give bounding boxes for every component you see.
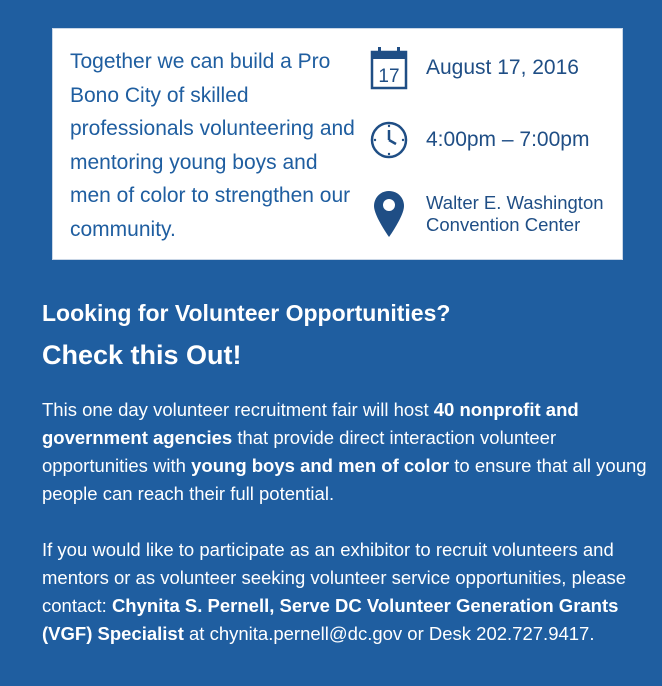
location-line-1: Walter E. Washington (426, 192, 604, 213)
clock-icon (368, 115, 410, 165)
event-info-card (52, 28, 623, 260)
event-date: August 17, 2016 (426, 56, 579, 79)
description-paragraph (42, 396, 652, 508)
event-time-row (368, 115, 589, 165)
section-heading: Looking for Volunteer Opportunities? (42, 300, 451, 326)
calendar-day: 17 (378, 66, 400, 87)
p1-bold-2: young boys and men of color (191, 455, 450, 476)
location-line-2: Convention Center (426, 214, 581, 235)
section-subheading: Check this Out! (42, 340, 242, 370)
location-pin-icon (368, 189, 410, 239)
p1-bold-1: 40 nonprofit and government agencies (42, 399, 579, 448)
p1-text-1: This one day volunteer recruitment fair will host (42, 399, 434, 420)
p2-text-1: If you would like to participate as an exhibitor to recruit volunteers and mentors or as volunteer seeking volunteer service opportunities, please contact: (42, 539, 627, 616)
p1-text-2: that provide direct interaction volunteer opportunities with (42, 427, 557, 476)
event-location-row (368, 189, 604, 239)
contact-paragraph (42, 536, 652, 648)
tagline: Together we can build a Pro Bono City of skilled professionals volunteering and mentoring young boys and men of color to strengthen our community. (70, 50, 355, 241)
calendar-icon (368, 43, 410, 93)
event-date-row (368, 43, 579, 93)
event-location (426, 192, 604, 236)
contact-name: Chynita S. Pernell, Serve DC Volunteer Generation Grants (VGF) Specialist (42, 595, 619, 644)
contact-details: at chynita.pernell@dc.gov or Desk 202.727.9417. (183, 623, 595, 644)
event-time: 4:00pm – 7:00pm (426, 128, 590, 151)
p1-text-3: to ensure that all young people can reach their full potential. (42, 455, 647, 504)
